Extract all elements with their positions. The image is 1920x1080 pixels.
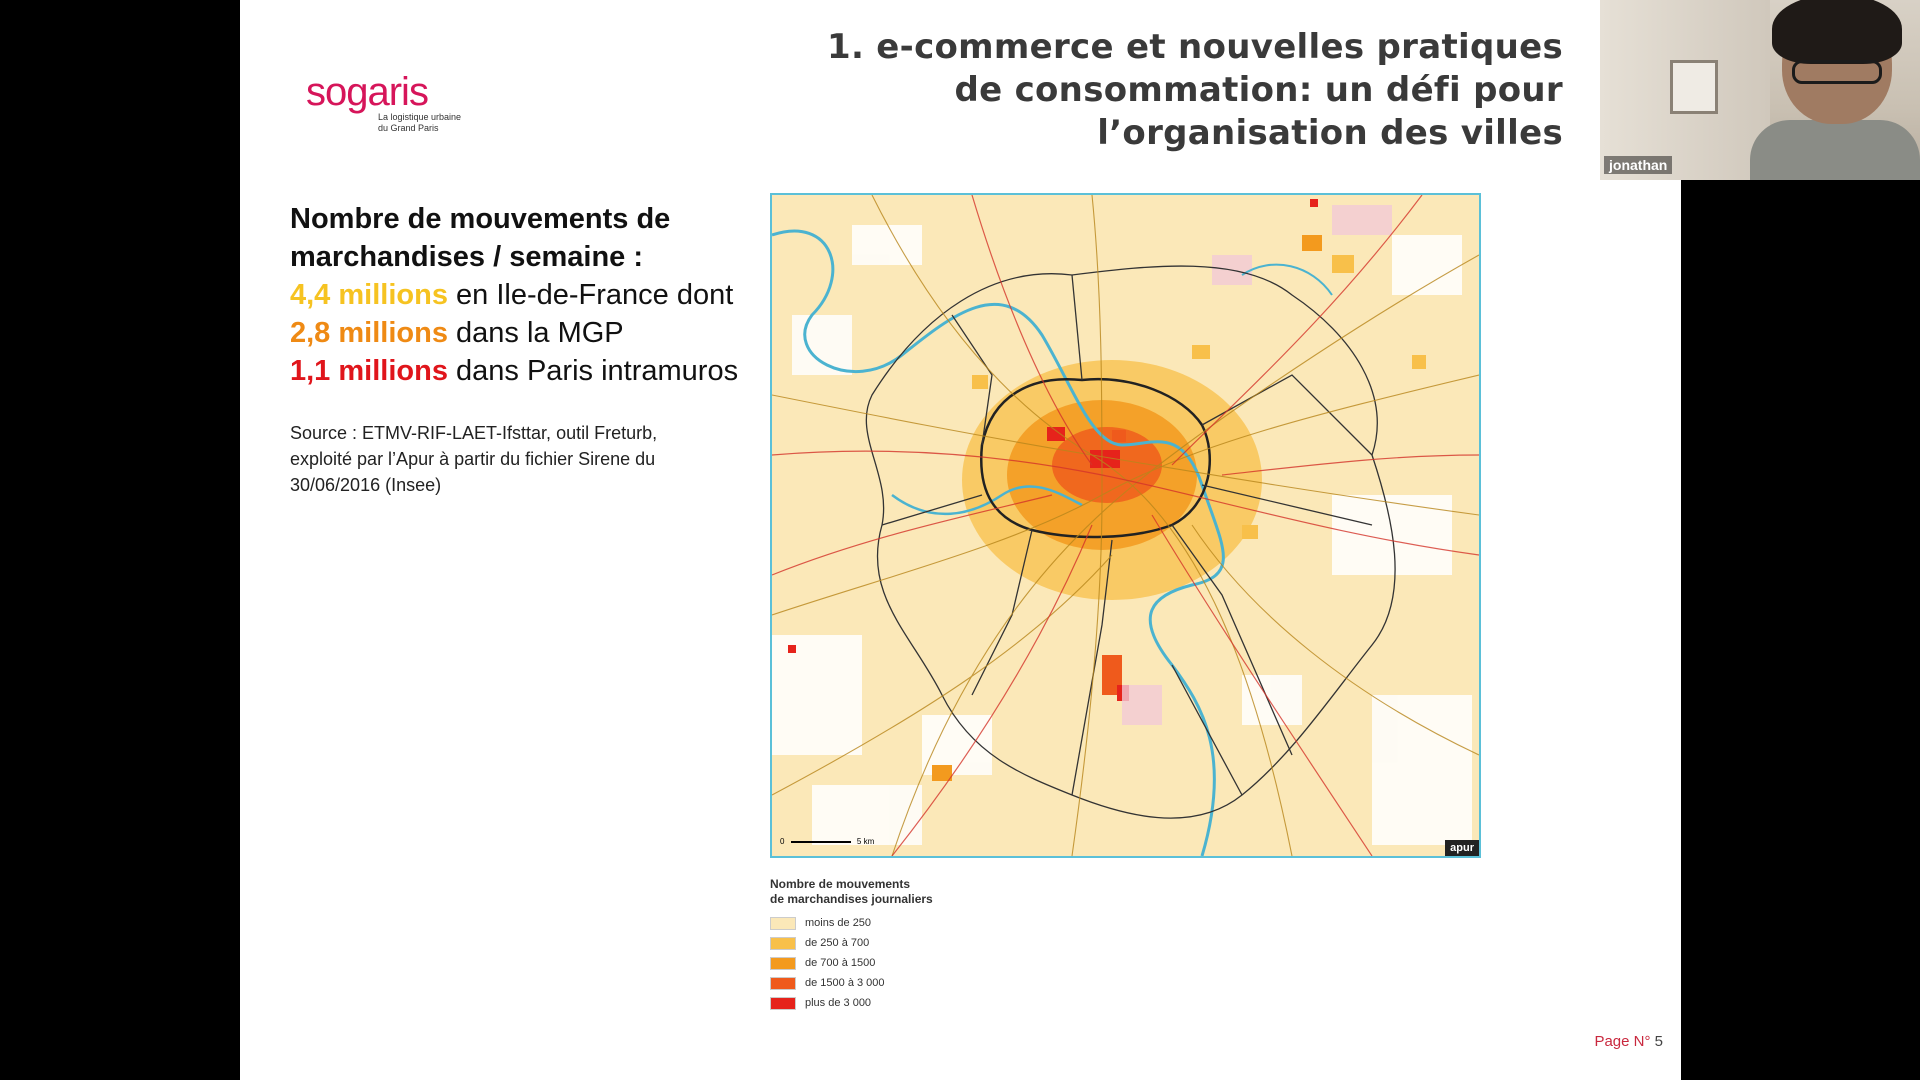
goods-movement-map: [770, 193, 1481, 858]
stats-block: [290, 200, 760, 390]
stat-value-paris: 1,1 millions: [290, 355, 448, 387]
legend-label: moins de 250: [805, 917, 872, 929]
presentation-slide: [240, 0, 1681, 1080]
scale-start: 0: [780, 837, 785, 846]
scale-end: 5 km: [856, 837, 875, 846]
legend-label: de 700 à 1500: [805, 957, 876, 969]
video-person-glasses: [1792, 60, 1882, 84]
stat-value-idf: 4,4 millions: [290, 279, 448, 311]
map-graphic: [772, 195, 1479, 856]
stat-line-idf: [290, 276, 760, 314]
video-person-body: [1750, 120, 1920, 180]
legend-swatch: [770, 977, 796, 990]
legend-item: [770, 933, 1030, 953]
legend-title: Nombre de mouvements de marchandises journaliers: [770, 877, 933, 906]
page-label: Page N°: [1594, 1033, 1651, 1050]
legend-swatch: [770, 917, 796, 930]
stats-heading: Nombre de mouvements de marchandises / semaine :: [290, 203, 671, 273]
sogaris-logo: [306, 70, 476, 140]
legend-label: de 1500 à 3 000: [805, 977, 885, 989]
logo-wordmark: sogaris: [306, 70, 428, 114]
legend-label: de 250 à 700: [805, 937, 870, 949]
stat-text-mgp: dans la MGP: [447, 317, 624, 349]
legend-swatch: [770, 997, 796, 1010]
map-legend: [770, 877, 1030, 1013]
video-person-hair: [1772, 0, 1902, 64]
slide-title: 1. e-commerce et nouvelles pratiques de consommation: un défi pour l’organisation des villes: [826, 27, 1563, 153]
stat-line-paris: [290, 352, 760, 390]
stat-text-paris: dans Paris intramuros: [447, 355, 739, 387]
page-value: 5: [1654, 1033, 1663, 1050]
page-number: [1594, 1033, 1663, 1050]
participant-name-label: jonathan: [1604, 156, 1672, 174]
video-wall-frame: [1670, 60, 1718, 114]
stat-value-mgp: 2,8 millions: [290, 317, 448, 349]
stat-line-mgp: [290, 314, 760, 352]
legend-swatch: [770, 957, 796, 970]
logo-tagline: La logistique urbaine du Grand Paris: [378, 112, 462, 133]
legend-item: [770, 993, 1030, 1013]
legend-item: [770, 913, 1030, 933]
map-scale-bar: [780, 837, 874, 846]
participant-video-tile[interactable]: [1600, 0, 1920, 180]
scale-line: [791, 841, 851, 843]
stat-text-idf: en Ile-de-France dont: [447, 279, 734, 311]
legend-item: [770, 953, 1030, 973]
legend-label: plus de 3 000: [805, 997, 872, 1009]
legend-item: [770, 973, 1030, 993]
legend-swatch: [770, 937, 796, 950]
source-note: Source : ETMV-RIF-LAET-Ifsttar, outil Freturb, exploité par l’Apur à partir du fichier Sirene du 30/06/2016 (Insee): [290, 423, 658, 495]
apur-credit: apur: [1445, 840, 1479, 856]
